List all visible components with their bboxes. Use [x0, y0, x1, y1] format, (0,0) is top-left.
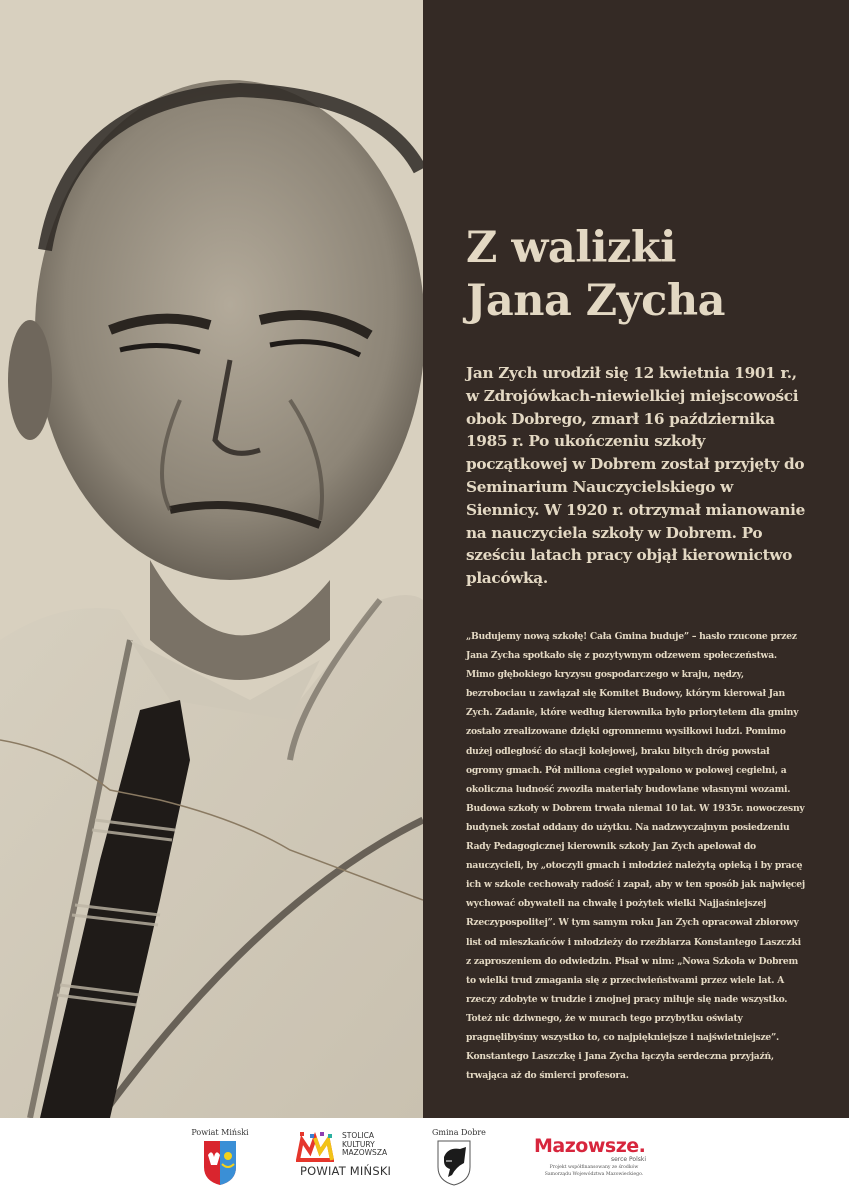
body-paragraph: „Budujemy nową szkołę! Cała Gmina buduje” – hasło rzucone przez Jana Zycha spotkało się z pozytywnym odzewem społeczeństwa. Mimo głębokiego kryzysu gospodarczego w kraju, nędzy, bezrobociau u zawiązał się Komitet Budowy, którym kierował Jan Zych. Zadanie, które według kierownika było priorytetem dla gminy zostało zrealizowane dzięki ogromnemu wysiłkowi ludzi. Pomimo dużej odległość do stacji kolejowej, braku bitych dróg powstał ogromy gmach. Pół miliona cegieł wypalono w polowej cegielni, a okoliczna ludność zwoziła materiały budowlane własnymi wozami. Budowa szkoły w Dobrem trwała niemal 10 lat. W 1935r. nowoczesny budynek został oddany do użytku. Na nadzwyczajnym posiedzeniu Rady Pedagogicznej kierownik szkoły Jan Zych apelował do nauczycieli, by „otoczyli gmach i młodzież należytą opieką i by pracę ich w szkole cechowały radość i zapał, aby w ten sposób jak najwięcej wychować obywateli na chwałę i pożytek wielki Najjaśniejszej Rzeczypospolitej”. W tym samym roku Jan Zych opracował zbiorowy list od mieszkańców i młodzieży do rzeźbiarza Konstantego Laszczki z zaproszeniem do odwiedzin. Pisał w nim: „Nowa Szkoła w Dobrem to wielki trud zmagania się z przeciwieństwami przez wiele lat. A rzeczy zdobyte w trudzie i znojnej pracy miłuje się nade wszystko. Toteż nic dziwnego, że w murach tego przybytku oświaty pragnęlibyśmy wszystko to, co najpiękniejsze i najświetniejsze”. Konstantego Laszczkę i Jana Zycha łączyła serdeczna przyjaźń, trwająca aż do śmierci profesora.	[466, 631, 805, 1082]
title-line-1: Z walizki	[466, 223, 676, 273]
stolica-crown-icon	[296, 1132, 334, 1162]
mazowsze-note-line-1: Projekt współfinansowany ze środków	[549, 1165, 639, 1170]
mazowsze-note-line-2: Samorządu Województwa Mazowieckiego.	[544, 1171, 644, 1177]
gmina-dobre-logo	[432, 1128, 486, 1191]
portrait-photo	[0, 0, 423, 1118]
gmina-dobre-caption: Gmina Dobre	[432, 1128, 486, 1137]
portrait-illustration	[0, 0, 423, 1118]
footer-logos	[0, 1118, 849, 1200]
mazowsze-brand: Mazowsze.	[534, 1135, 646, 1157]
powiat-minski-caption: Powiat Miński	[191, 1128, 249, 1137]
powiat-minski-logo	[190, 1128, 250, 1191]
powiat-coat-of-arms-icon	[190, 1137, 250, 1187]
stolica-line-4: POWIAT MIŃSKI	[300, 1164, 392, 1178]
poster-title	[466, 222, 826, 328]
title-line-2: Jana Zycha	[466, 276, 725, 326]
stolica-line-1: STOLICA	[342, 1131, 375, 1140]
lead-paragraph: Jan Zych urodził się 12 kwietnia 1901 r., w Zdrojówkach-niewielkiej miejscowości obok Dobrego, zmarł 16 października 1985 r. Po ukończeniu szkoły początkowej w Dobrem został przyjęty do Seminarium Nauczycielskiego w Siennicy. W 1920 r. otrzymał mianowanie na nauczyciela szkoły w Dobrem. Po sześciu latach pracy objął kierownictwo placówką.	[466, 364, 805, 588]
stolica-line-3: MAZOWSZA	[342, 1148, 388, 1157]
stolica-kultury-logo	[296, 1130, 406, 1185]
mazowsze-logo	[534, 1136, 654, 1178]
mazowsze-tagline: serce Polski	[610, 1156, 646, 1163]
gmina-boar-coat-of-arms-icon	[432, 1137, 476, 1187]
stolica-line-2: KULTURY	[342, 1139, 375, 1149]
